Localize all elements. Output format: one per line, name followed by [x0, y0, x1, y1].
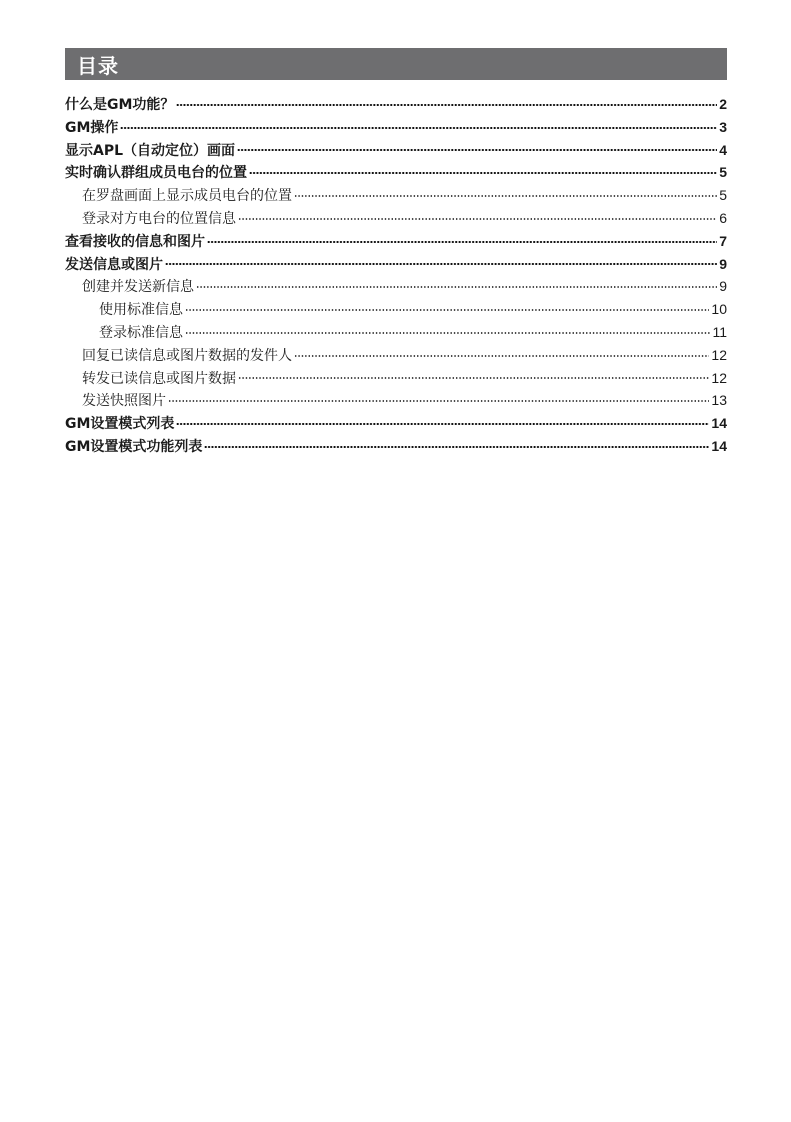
toc-leader-dots	[238, 218, 717, 220]
toc-subentry[interactable]	[65, 344, 727, 367]
toc-subsubentry[interactable]	[65, 321, 727, 344]
toc-entry[interactable]	[65, 93, 727, 116]
toc-entry-text: GM设置模式功能列表	[65, 438, 203, 455]
toc-entry-text: 创建并发送新信息	[82, 279, 194, 296]
page-title: 目录	[77, 53, 119, 78]
toc-entry-page: 3	[719, 118, 727, 135]
toc-entry-text: 登录对方电台的位置信息	[82, 210, 236, 227]
toc-leader-dots	[185, 332, 710, 334]
toc-leader-dots	[294, 195, 717, 197]
toc-entry[interactable]	[65, 412, 727, 435]
toc-entry[interactable]	[65, 230, 727, 253]
toc-entry-text: 显示APL（自动定位）画面	[65, 142, 236, 159]
toc-leader-dots	[185, 309, 709, 311]
toc-entry-page: 9	[719, 255, 727, 272]
toc-entry-text: 什么是GM功能？	[65, 97, 175, 113]
toc-entry-page: 12	[711, 346, 727, 363]
toc-entry-page: 2	[719, 96, 727, 112]
toc-entry-page: 11	[712, 323, 727, 340]
toc-leader-dots	[204, 446, 709, 448]
toc-entry-text: GM操作	[65, 119, 119, 136]
toc-entry-page: 5	[719, 164, 727, 181]
toc-entry-text: 发送信息或图片	[65, 256, 163, 273]
toc-entry[interactable]	[65, 253, 727, 276]
toc-entry-page: 6	[719, 209, 727, 226]
toc-leader-dots	[165, 263, 717, 265]
toc-leader-dots	[176, 423, 709, 425]
toc-subentry[interactable]	[65, 367, 727, 390]
toc-entry-text: 登录标准信息	[99, 324, 183, 341]
toc-leader-dots	[196, 286, 717, 288]
toc-entry-text: 发送快照图片	[82, 393, 166, 410]
toc-entry-page: 4	[719, 141, 727, 158]
toc-entry-text: 使用标准信息	[99, 302, 183, 319]
toc-header-bar	[65, 48, 727, 80]
toc-entry-page: 12	[711, 369, 727, 386]
toc-entry-text: 实时确认群组成员电台的位置	[65, 165, 247, 182]
toc-list	[65, 93, 727, 458]
toc-leader-dots	[168, 400, 709, 402]
toc-leader-dots	[238, 377, 709, 379]
toc-entry-text: 回复已读信息或图片数据的发件人	[82, 347, 292, 364]
toc-leader-dots	[120, 127, 717, 129]
toc-subentry[interactable]	[65, 389, 727, 412]
toc-entry-text: GM设置模式列表	[65, 416, 175, 433]
toc-subentry[interactable]	[65, 207, 727, 230]
toc-entry[interactable]	[65, 139, 727, 162]
toc-entry[interactable]	[65, 435, 727, 458]
toc-subsubentry[interactable]	[65, 298, 727, 321]
toc-leader-dots	[249, 172, 717, 174]
toc-leader-dots	[207, 241, 717, 243]
toc-entry[interactable]	[65, 161, 727, 184]
toc-entry[interactable]	[65, 116, 727, 139]
toc-leader-dots	[176, 104, 717, 106]
toc-entry-page: 7	[719, 232, 727, 249]
toc-subentry[interactable]	[65, 275, 727, 298]
toc-subentry[interactable]	[65, 184, 727, 207]
toc-entry-page: 10	[711, 301, 727, 318]
toc-entry-text: 查看接收的信息和图片	[65, 233, 205, 250]
toc-leader-dots	[294, 355, 709, 357]
toc-entry-page: 14	[711, 415, 727, 432]
toc-entry-page: 9	[719, 278, 727, 295]
toc-entry-text: 在罗盘画面上显示成员电台的位置	[82, 188, 292, 205]
toc-entry-text: 转发已读信息或图片数据	[82, 370, 236, 387]
toc-leader-dots	[237, 149, 717, 151]
toc-entry-page: 13	[711, 392, 727, 409]
toc-entry-page: 14	[711, 437, 727, 454]
toc-entry-page: 5	[719, 187, 727, 204]
